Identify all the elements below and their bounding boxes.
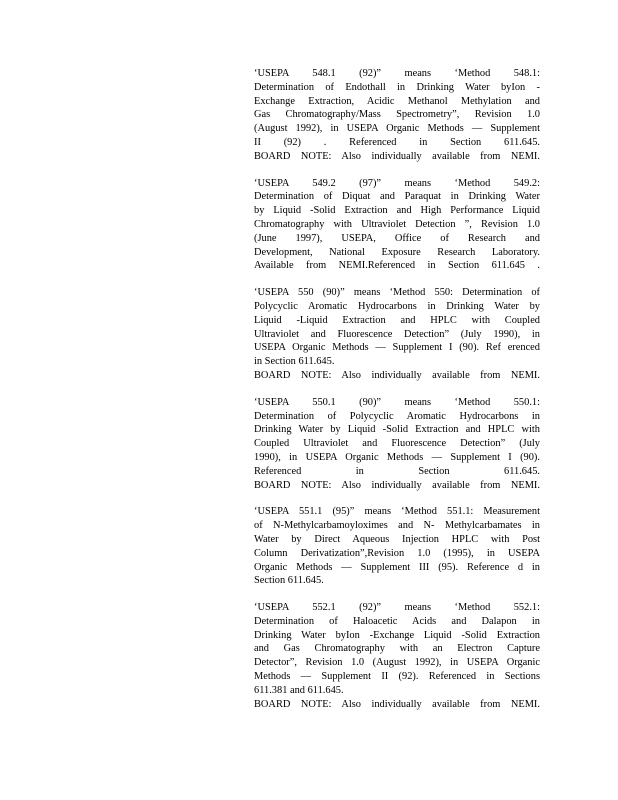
text-line: ‘USEPA 548.1 (92)” means ‘Method 548.1:: [254, 68, 540, 79]
text-line: ‘USEPA 549.2 (97)” means ‘Method 549.2:: [254, 177, 540, 189]
text-line: 611.381 and 611.645.: [254, 684, 344, 696]
text-line: Polycyclic Aromatic Hydrocarbons in Drinking Water by: [254, 300, 540, 312]
text-line: Determination of Diquat and Paraquat in Drinking Water: [254, 191, 540, 203]
text-line: Ultraviolet and Fluorescence Detection” (July 1990), in: [254, 328, 540, 340]
text-line: in Section 611.645.: [254, 356, 335, 368]
text-line: Gas Chromatography/Mass Spectrometry”, Revision 1.0: [254, 109, 540, 121]
text-line: Determination of Endothall in Drinking Water byIon -: [254, 81, 540, 93]
text-line: Determination of Polycyclic Aromatic Hydrocarbons in: [254, 410, 540, 422]
text-line: Section 611.645.: [254, 575, 324, 587]
text-line: Methods — Supplement II (92). Referenced in Sections: [254, 671, 540, 683]
text-line: Coupled Ultraviolet and Fluorescence Detection” (July: [254, 438, 540, 450]
text-line: Exchange Extraction, Acidic Methanol Methylation and: [254, 95, 540, 107]
text-line: BOARD NOTE: Also individually available from NEMI.: [254, 369, 540, 381]
text-line: Drinking Water byIon -Exchange Liquid -Solid Extraction: [254, 629, 540, 641]
text-line: Column Derivatization”,Revision 1.0 (1995), in USEPA: [254, 547, 540, 559]
text-line: BOARD NOTE: Also individually available from NEMI.: [254, 698, 540, 710]
text-line: and Gas Chromatography with an Electron Capture: [254, 643, 540, 655]
text-line: USEPA Organic Methods — Supplement I (90). Ref erenced: [254, 342, 540, 354]
text-line: Available from NEMI.Referenced in Section 611.645 .: [254, 260, 540, 272]
text-line: 1990), in USEPA Organic Methods — Supplement I (90).: [254, 451, 540, 463]
definitions-column: [254, 67, 540, 724]
text-line: Water by Direct Aqueous Injection HPLC with Post: [254, 533, 540, 545]
text-line: ‘USEPA 550 (90)” means ‘Method 550: Determination of: [254, 287, 540, 299]
definition-paragraph: [254, 67, 540, 164]
text-line: by Liquid -Solid Extraction and High Performance Liquid: [254, 205, 540, 217]
text-line: Drinking Water by Liquid -Solid Extraction and HPLC with: [254, 424, 540, 436]
text-line: Development, National Exposure Research Laboratory.: [254, 246, 540, 258]
definition-paragraph: [254, 177, 540, 274]
text-line: of N-Methylcarbamoyloximes and N- Methylcarbamates in: [254, 520, 540, 532]
text-line: ‘USEPA 551.1 (95)” means ‘Method 551.1: Measurement: [254, 506, 540, 518]
text-line: II (92) . Referenced in Section 611.645.: [254, 136, 540, 148]
definition-paragraph: [254, 601, 540, 711]
text-line: BOARD NOTE: Also individually available from NEMI.: [254, 150, 540, 162]
text-line: (August 1992), in USEPA Organic Methods — Supplement: [254, 123, 540, 135]
text-line: Referenced in Section 611.645.: [254, 465, 540, 477]
text-line: (June 1997), USEPA, Office of Research and: [254, 232, 540, 244]
definition-paragraph: [254, 396, 540, 493]
text-line: Chromatography with Ultraviolet Detection ”, Revision 1.0: [254, 218, 540, 230]
definition-paragraph: [254, 505, 540, 588]
text-line: ‘USEPA 550.1 (90)” means ‘Method 550.1:: [254, 396, 540, 408]
text-line: Determination of Haloacetic Acids and Dalapon in: [254, 615, 540, 627]
definition-paragraph: [254, 286, 540, 383]
text-line: BOARD NOTE: Also individually available from NEMI.: [254, 479, 540, 491]
text-line: Detector”, Revision 1.0 (August 1992), in USEPA Organic: [254, 657, 540, 669]
text-line: Liquid -Liquid Extraction and HPLC with Coupled: [254, 314, 540, 326]
text-line: Organic Methods — Supplement III (95). Reference d in: [254, 561, 540, 573]
text-line: ‘USEPA 552.1 (92)” means ‘Method 552.1:: [254, 602, 540, 614]
